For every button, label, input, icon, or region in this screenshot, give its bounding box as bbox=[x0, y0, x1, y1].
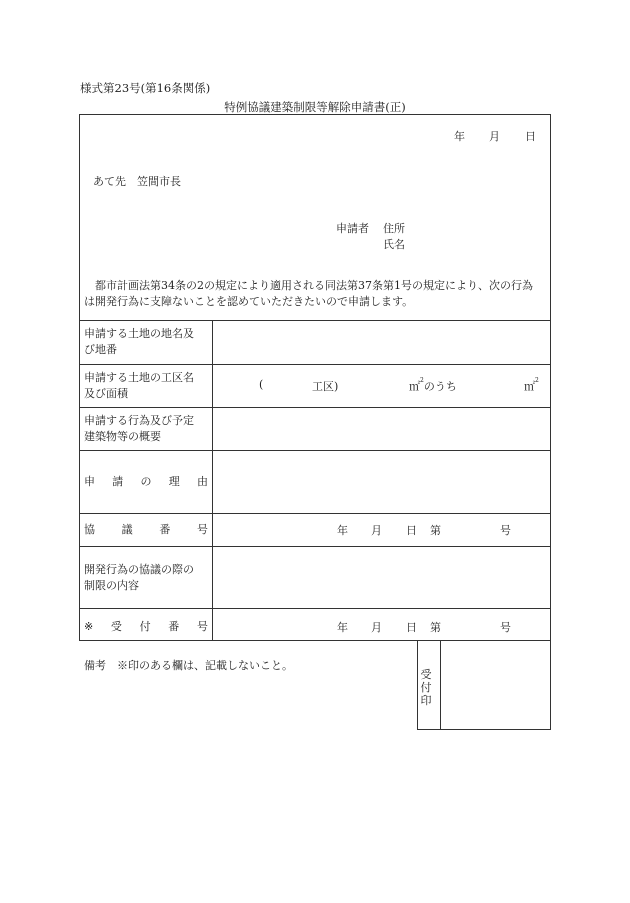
planned-act-label-line-2: 建築物等の概要 bbox=[84, 430, 161, 443]
square-meter-unit: ㎡ bbox=[409, 380, 420, 393]
row-divider bbox=[79, 546, 551, 547]
applicant-label: 申請者 bbox=[336, 222, 369, 235]
stamp-label-divider bbox=[440, 641, 441, 730]
restriction-label-line-1: 開発行為の協議の際の bbox=[84, 563, 194, 576]
reason-char: 由 bbox=[197, 475, 208, 488]
consultation-day-label: 日 bbox=[406, 524, 417, 537]
restriction-content-label bbox=[84, 562, 208, 594]
remarks-note: 備考 ※印のある欄は、記載しないこと。 bbox=[84, 659, 293, 672]
stamp-label-char: 印 bbox=[420, 694, 432, 707]
label-column-divider bbox=[212, 320, 213, 641]
receipt-number-char: 号 bbox=[196, 620, 208, 633]
unit-superscript: 2 bbox=[420, 377, 424, 384]
applicant-address-label: 住所 bbox=[383, 222, 405, 235]
statement-line-1: 都市計画法第34条の2の規定により適用される同法第37条第1号の規定により、次の行為 bbox=[95, 279, 533, 292]
receipt-number-char: ※ bbox=[84, 620, 94, 633]
district-paren-open: ( bbox=[259, 378, 264, 391]
land-location-label-line-1: 申請する土地の地名及 bbox=[84, 327, 194, 340]
reason-char: の bbox=[140, 475, 152, 488]
stamp-label-char: 付 bbox=[420, 681, 432, 694]
row-divider bbox=[79, 407, 551, 408]
reason-label bbox=[84, 474, 208, 490]
table-top-border bbox=[79, 320, 551, 321]
of-which-label: のうち bbox=[423, 380, 457, 393]
form-number: 様式第23号(第16条関係) bbox=[80, 81, 211, 95]
receipt-day-label: 日 bbox=[406, 621, 417, 634]
application-statement bbox=[84, 278, 548, 310]
receipt-number-char: 番 bbox=[168, 620, 180, 633]
receipt-year-label: 年 bbox=[337, 621, 348, 634]
date-day-label: 日 bbox=[525, 130, 536, 143]
consultation-year-label: 年 bbox=[337, 524, 348, 537]
district-label: 工区) bbox=[312, 380, 339, 393]
applicant-name-label: 氏名 bbox=[383, 238, 405, 251]
stamp-label-char: 受 bbox=[420, 668, 432, 681]
consultation-number-char: 号 bbox=[196, 523, 208, 536]
reason-char: 請 bbox=[112, 475, 124, 488]
date-month-label: 月 bbox=[489, 130, 500, 143]
reception-stamp-box bbox=[417, 641, 551, 730]
planned-act-label-line-1: 申請する行為及び予定 bbox=[84, 414, 194, 427]
consultation-number-char: 協 bbox=[84, 523, 95, 536]
land-location-label bbox=[84, 326, 208, 358]
consultation-go-label: 号 bbox=[500, 524, 511, 537]
consultation-month-label: 月 bbox=[371, 524, 382, 537]
land-area-label bbox=[84, 370, 208, 402]
land-location-label-line-2: び地番 bbox=[84, 343, 117, 356]
reason-char: 理 bbox=[168, 475, 180, 488]
row-divider bbox=[79, 608, 551, 609]
restriction-label-line-2: 制限の内容 bbox=[84, 579, 139, 592]
unit-superscript: 2 bbox=[535, 377, 539, 384]
statement-line-2: は開発行為に支障ないことを認めていただきたいので申請します。 bbox=[84, 295, 414, 308]
district-area-unit bbox=[524, 378, 539, 394]
reason-char: 申 bbox=[84, 475, 95, 488]
reception-stamp-label bbox=[419, 668, 433, 707]
receipt-number-label bbox=[84, 619, 208, 635]
consultation-number-char: 議 bbox=[121, 523, 133, 536]
date-year-label: 年 bbox=[454, 130, 465, 143]
document-title: 特例協議建築制限等解除申請書(正) bbox=[224, 100, 406, 114]
total-area-unit bbox=[409, 378, 457, 394]
square-meter-unit: ㎡ bbox=[524, 380, 535, 393]
planned-act-label bbox=[84, 413, 208, 445]
addressee: あて先 笠間市長 bbox=[93, 175, 181, 188]
consultation-dai-label: 第 bbox=[430, 524, 441, 537]
row-divider bbox=[79, 364, 551, 365]
row-divider bbox=[79, 450, 551, 451]
receipt-month-label: 月 bbox=[371, 621, 382, 634]
land-area-label-line-2: 及び面積 bbox=[84, 387, 128, 400]
receipt-number-char: 付 bbox=[139, 620, 151, 633]
receipt-number-char: 受 bbox=[110, 620, 122, 633]
consultation-number-char: 番 bbox=[159, 523, 171, 536]
row-divider bbox=[79, 513, 551, 514]
receipt-dai-label: 第 bbox=[430, 621, 441, 634]
consultation-number-label bbox=[84, 522, 208, 538]
receipt-go-label: 号 bbox=[500, 621, 511, 634]
land-area-label-line-1: 申請する土地の工区名 bbox=[84, 371, 194, 384]
